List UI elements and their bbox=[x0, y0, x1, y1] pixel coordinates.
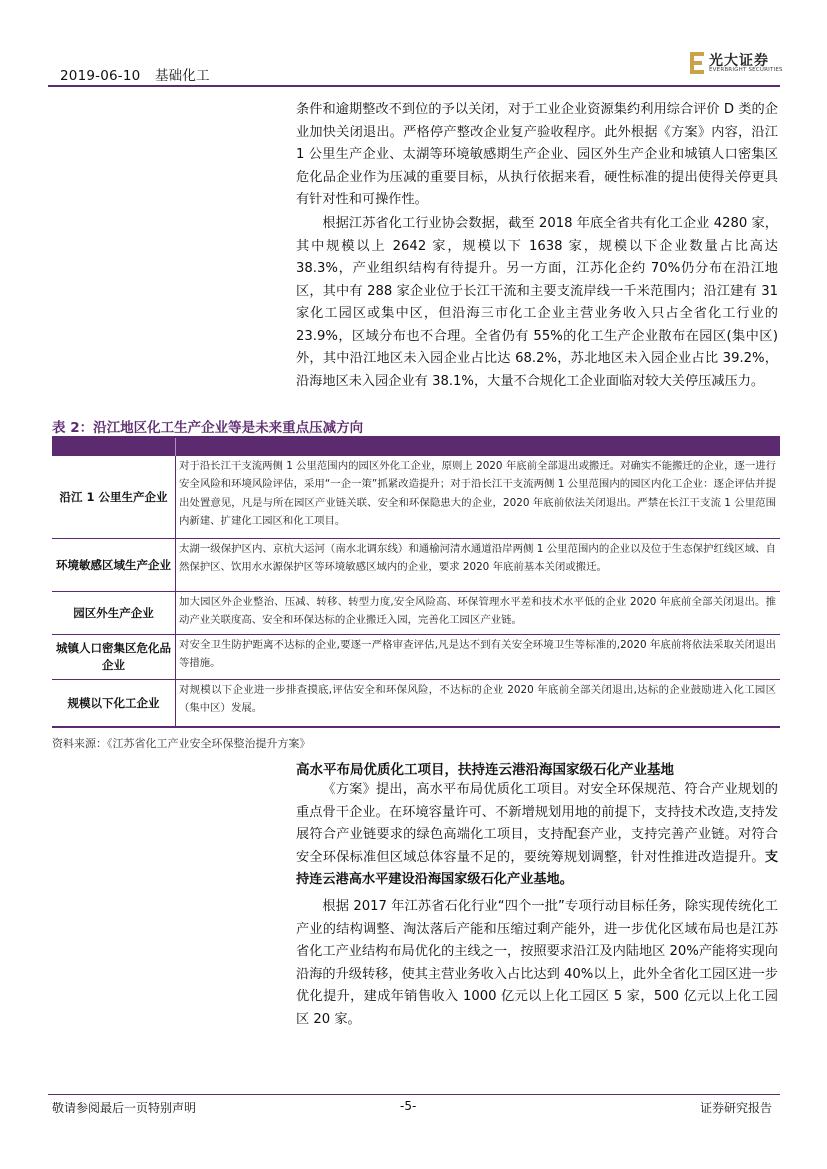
paragraph-text: 条件和逾期整改不到位的予以关闭，对于工业企业资源集约利用综合评价 D 类的企业加快关闭退出。严格停产整改企业复产验收程序。此外根据《方案》内容，沿江 1 公里生产企业、太湖等环境敏感期生产企业、园区外生产企业和城镇人口密集区危化品企业作为压减的重要目标，从执行依据来看，硬性标准的提出使得关停更具有针对性和可操作性。 bbox=[296, 102, 778, 207]
table-row-content: 对于沿长江干支流两侧 1 公里范围内的园区外化工企业，原则上 2020 年底前全部退出或搬迁。对确实不能搬迁的企业，逐一进行安全风险和环境风险评估，采用“一企一策”抓紧改造提升；对于沿长江干支流两侧 1 公里范围内的园区内化工企业：逐企评估并提出处置意见，凡是与所在园区产业链关联、安全和环保隐患大的企业，2020 年底前依法关闭退出。严禁在长江干支流 1 公里范围内新建、扩建化工园区和化工项目。 bbox=[179, 460, 776, 528]
footer-report-type: 证券研究报告 bbox=[700, 1101, 773, 1115]
table-row-category: 环境敏感区域生产企业 bbox=[52, 539, 176, 591]
everbright-logo bbox=[688, 50, 788, 76]
table-row-content: 对安全卫生防护距离不达标的企业,要逐一严格审查评估,凡是达不到有关安全环境卫生等标准的,2020 年底前将依法采取关闭退出等措施。 bbox=[179, 639, 776, 670]
body-paragraph-4 bbox=[296, 896, 778, 1031]
paragraph-text bbox=[296, 779, 778, 892]
table-row-category: 城镇人口密集区危化品企业 bbox=[52, 635, 176, 679]
paragraph-plain-text: 《方案》提出，高水平布局优质化工项目。对安全环保规范、符合产业规划的重点骨干企业。在环境容量许可、不新增规划用地的前提下，支持技术改造,支持发展符合产业链要求的绿色高端化工项目，支持配套产业，支持完善产业链。对符合安全环保标准但区域总体容量不足的，要统筹规划调整，针对性推进改造提升。 bbox=[296, 782, 778, 865]
page-number: -5- bbox=[400, 1099, 417, 1113]
report-header-meta bbox=[60, 64, 220, 84]
logo-chinese-text: 光大证券 bbox=[709, 53, 769, 69]
table-row-content: 加大园区外企业整治、压减、转移、转型力度,安全风险高、环保管理水平差和技术水平低的企业 2020 年底前全部关闭退出。推动产业关联度高、安全和环保达标的企业搬迁入园，完善化工园区产业链。 bbox=[179, 596, 776, 627]
header-divider bbox=[48, 85, 780, 87]
footer-disclaimer: 敬请参阅最后一页特别声明 bbox=[52, 1101, 197, 1115]
logo-mark-icon bbox=[688, 51, 706, 75]
table-row-content: 对规模以下企业进一步排查摸底,评估安全和环保风险，不达标的企业 2020 年底前全部关闭退出,达标的企业鼓励进入化工园区（集中区）发展。 bbox=[179, 684, 776, 715]
table-row bbox=[52, 680, 780, 728]
table-header-separator bbox=[175, 438, 176, 456]
footer-divider bbox=[48, 1094, 780, 1095]
table-row bbox=[52, 635, 780, 680]
table-row bbox=[52, 539, 780, 592]
table-row-content: 太湖一级保护区内、京杭大运河（南水北调东线）和通榆河清水通道沿岸两侧 1 公里范围内的企业以及位于生态保护红线区域、自然保护区、饮用水水源保护区等环境敏感区域内的企业，要求 2020 年底前基本关闭或搬迁。 bbox=[179, 543, 776, 574]
section-heading: 高水平布局优质化工项目，扶持连云港沿海国家级石化产业基地 bbox=[296, 762, 674, 778]
paragraph-text: 根据江苏省化工行业协会数据，截至 2018 年底全省共有化工企业 4280 家，其中规模以上 2642 家，规模以下 1638 家，规模以下企业数量占比高达 38.3%，产业组织结构有待提升。另一方面，江苏化企约 70%仍分布在沿江地区，其中有 288 家企业位于长江干流和主要支流岸线一千米范围内；沿江建有 31 家化工园区或集中区，但沿海三市化工企业主营业务收入只占全省化工行业的 23.9%，区域分布也不合理。全省仍有 55%的化工生产企业散布在园区(集中区)外，其中沿江地区未入园企业占比达 68.2%，苏北地区未入园企业占比 39.2%，沿海地区未入园企业有 38.1%，大量不合规化工企业面临对较大关停压减压力。 bbox=[296, 216, 778, 389]
report-sector: 基础化工 bbox=[154, 68, 210, 84]
table-row-category: 园区外生产企业 bbox=[52, 592, 176, 634]
paragraph-bold-text: 支持连云港高水平建设沿海国家级石化产业基地。 bbox=[296, 849, 778, 887]
table-row-category: 沿江 1 公里生产企业 bbox=[52, 456, 176, 538]
logo-english-text: EVERBRIGHT SECURITIES bbox=[709, 67, 783, 73]
report-date: 2019-06-10 bbox=[60, 68, 141, 84]
table-header-bar bbox=[52, 438, 780, 456]
table-source: 资料来源：《江苏省化工产业安全环保整治提升方案》 bbox=[52, 737, 311, 750]
body-paragraph-1 bbox=[296, 99, 778, 212]
body-paragraph-2 bbox=[296, 213, 778, 393]
body-paragraph-3 bbox=[296, 779, 778, 892]
table-title: 表 2：沿江地区化工生产企业等是未来重点压减方向 bbox=[52, 420, 364, 436]
paragraph-text: 根据 2017 年江苏省石化行业“四个一批”专项行动目标任务，除实现传统化工产业的结构调整、淘汰落后产能和压缩过剩产能外，进一步优化区域布局也是江苏省化工产业结构布局优化的主线之一，按照要求沿江及内陆地区 20%产能将实现向沿海的升级转移，使其主营业务收入占比达到 40%以上，此外全省化工园区进一步优化提升，建成年销售收入 1000 亿元以上化工园区 5 家，500 亿元以上化工园区 20 家。 bbox=[296, 899, 778, 1027]
table-row bbox=[52, 592, 780, 635]
table-row bbox=[52, 456, 780, 539]
table-row-category: 规模以下化工企业 bbox=[52, 680, 176, 726]
